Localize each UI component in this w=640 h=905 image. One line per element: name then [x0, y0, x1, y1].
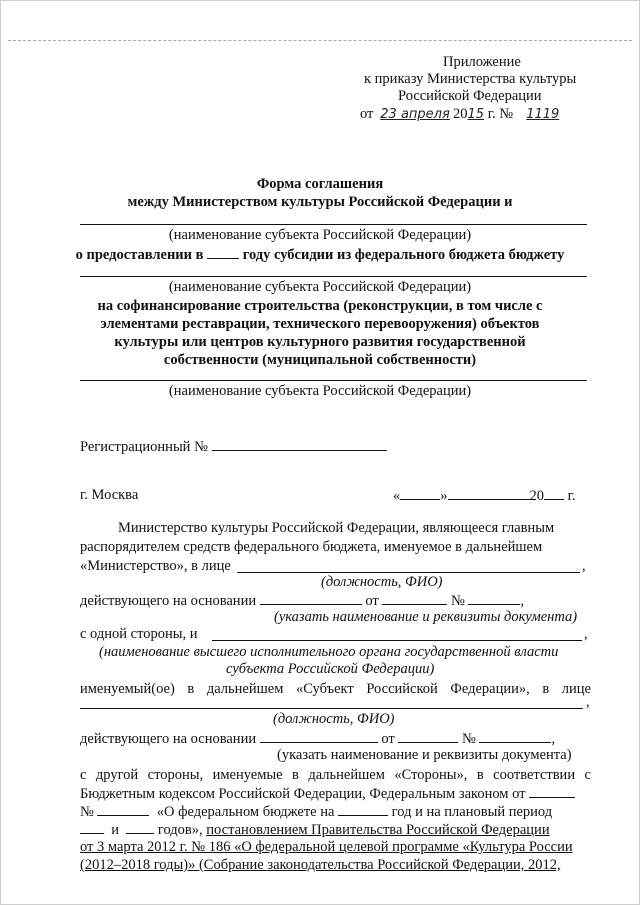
collection-line: (2012–2018 годы)» (Собрание законодательства Российской Федерации, 2012, [80, 857, 561, 873]
basis-num-blank-2 [479, 730, 551, 743]
date-quote-open: « [393, 488, 401, 504]
form-title-line6: культуры или центров культурного развития государственной [114, 334, 526, 350]
basis-label-2: действующего на основании [80, 731, 257, 747]
ministry-person-line [237, 572, 580, 573]
basis-doc-blank-1 [260, 592, 362, 605]
subject-name-hint-3: (наименование субъекта Российской Федерации) [168, 383, 472, 399]
title-year-prefix: о предоставлении в [75, 247, 204, 263]
date-year-g: г. [567, 488, 576, 504]
year-blank [207, 246, 239, 259]
appendix-order: к приказу Министерства культуры [364, 71, 577, 87]
appendix-federation: Российской Федерации [398, 88, 542, 104]
basis-num-blank-1 [468, 592, 520, 605]
other-side-line: с другой стороны, именуемые в дальнейшем «Стороны», в соответствии с [80, 767, 591, 783]
comma-1: , [582, 558, 586, 574]
form-title: Форма соглашения [256, 176, 384, 192]
basis-label-1: действующего на основании [80, 593, 257, 609]
form-title-line4: на софинансирование строительства (реконструкции, в том числе с [97, 298, 543, 314]
date-year-prefix: 20 [529, 488, 544, 504]
authority-hint-1: (наименование высшего исполнительного органа государственной власти [99, 644, 559, 660]
basis-doc-blank-2 [260, 730, 378, 743]
federal-budget-text: «О федеральном бюджете на [156, 804, 335, 820]
authority-hint-2: субъекта Российской Федерации) [226, 661, 435, 677]
government-decree-text: постановлением Правительства Российской Федерации [206, 822, 550, 838]
period-year2-blank [126, 821, 154, 834]
decree-line: от 3 марта 2012 г. № 186 «О федеральной целевой программе «Культура России [80, 839, 573, 855]
basis-no-1: № [451, 593, 465, 609]
agreement-date [393, 487, 576, 505]
position-hint-2: (должность, ФИО) [273, 711, 395, 727]
document-hint-2: (указать наименование и реквизиты документа) [277, 747, 572, 763]
basis-date-blank-2 [398, 730, 458, 743]
subject-name-hint-2: (наименование субъекта Российской Федерации) [168, 279, 472, 295]
registration-label: Регистрационный № [80, 439, 208, 455]
date-quote-close: » [440, 488, 448, 504]
comma-2: , [584, 626, 588, 642]
planning-period-text: год и на плановый период [391, 804, 553, 820]
document-hint-1: (указать наименование и реквизиты документа) [274, 609, 578, 625]
city: г. Москва [80, 487, 139, 503]
appendix-year-handwritten: 15 [467, 107, 485, 122]
year-suffix-blank [544, 487, 564, 500]
appendix-date-line [360, 106, 569, 123]
paragraph-line-1: Министерство культуры Российской Федерации, являющееся главным [118, 520, 555, 536]
comma-3: , [586, 694, 590, 710]
period-year1-blank [80, 821, 104, 834]
subject-name-line-1 [80, 224, 587, 225]
position-hint-1: (должность, ФИО) [321, 574, 443, 590]
appendix-year-prefix: 20 [453, 106, 468, 122]
period-years-line [80, 821, 550, 839]
period-and: и [111, 822, 120, 838]
day-blank [400, 487, 440, 500]
basis-from-2: от [381, 731, 395, 747]
authority-line [212, 640, 582, 641]
form-title-line2: между Министерством культуры Российской Федерации и [127, 194, 513, 210]
federal-budget-line [80, 803, 552, 821]
paragraph-line-2: распорядителем средств федерального бюджета, именуемое в дальнейшем [80, 539, 543, 555]
form-title-line7: собственности (муниципальной собственности) [163, 352, 477, 368]
basis-line-1: действующего на основании от № , [80, 593, 525, 609]
basis-line-2: действующего на основании от № , [80, 731, 556, 747]
appendix-ot: от [360, 106, 374, 122]
basis-no-2: № [462, 731, 476, 747]
law-num-blank [97, 803, 149, 816]
form-title-line3 [0, 246, 640, 264]
month-blank [448, 487, 530, 500]
budget-year-blank [338, 803, 388, 816]
form-title-line5: элементами реставрации, технического перевооружения) объектов [100, 316, 540, 332]
appendix-number-handwritten: 1119 [526, 107, 560, 122]
law-date-blank [529, 785, 575, 798]
subject-named-line: именуемый(ое) в дальнейшем «Субъект Российской Федерации», в лице [80, 681, 591, 697]
side-one-label: с одной стороны, и [80, 626, 198, 642]
budget-code-line [80, 785, 575, 803]
appendix-date-handwritten: 23 апреля [380, 107, 450, 122]
subject-name-line-3 [80, 380, 587, 381]
subject-name-hint-1: (наименование субъекта Российской Федерации) [168, 227, 472, 243]
subject-person-line [80, 708, 583, 709]
registration-blank [212, 438, 387, 451]
appendix-year-suffix: г. № [487, 106, 514, 122]
title-year-suffix: году субсидии из федерального бюджета бюджету [242, 247, 565, 263]
scan-top-edge [8, 40, 632, 41]
subject-name-line-2 [80, 276, 587, 277]
appendix-title: Приложение [443, 54, 521, 70]
paragraph-line-3: «Министерство», в лице [80, 558, 231, 574]
law-no: № [80, 804, 94, 820]
basis-date-blank-1 [382, 592, 447, 605]
basis-from-1: от [365, 593, 379, 609]
registration-number [80, 438, 387, 456]
budget-code-text: Бюджетным кодексом Российской Федерации, Федеральным законом от [80, 786, 526, 802]
period-years-text: годов», [157, 822, 203, 838]
